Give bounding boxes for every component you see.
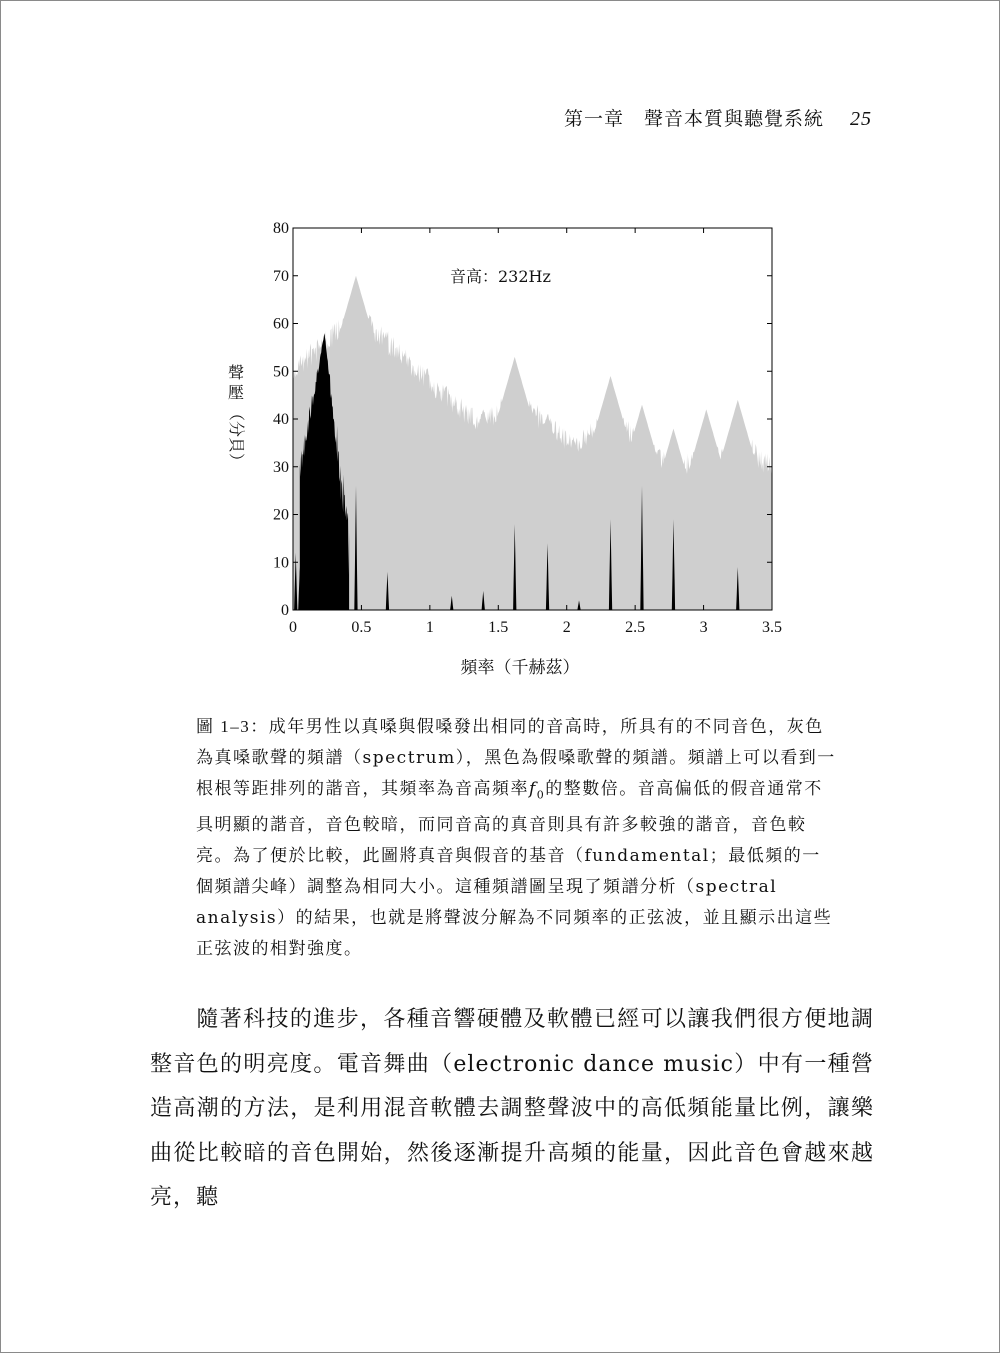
caption-text-part-2: 的整數倍。音高偏低的假音通常不具明顯的諧音，音色較暗，而同音高的真音則具有許多較強的諧音，音色較亮。為了便於比較，此圖將真音與假音的基音（fundamental；最低頻的一個頻譜尖峰）調整為相同大小。這種頻譜圖呈現了頻譜分析（spectral analysis）的結果，也就是將聲波分解為不同頻率的正弦波，並且顯示出這些正弦波的相對強度。 xyxy=(196,779,833,960)
f0-symbol xyxy=(529,779,546,802)
gray-spectrum xyxy=(293,276,772,610)
y-tick-label: 40 xyxy=(273,411,289,428)
gray-spectrum-area xyxy=(293,276,772,610)
f-subscript: 0 xyxy=(536,788,546,802)
pitch-annotation: 音高：232Hz xyxy=(450,267,551,286)
body-paragraph xyxy=(150,998,874,1221)
figure-caption xyxy=(196,711,836,965)
body-paragraph-text: 隨著科技的進步，各種音響硬體及軟體已經可以讓我們很方便地調整音色的明亮度。電音舞曲（electronic dance music）中有一種營造高潮的方法，是利用混音軟體去調整聲波中的高低頻能量比例，讓樂曲從比較暗的音色開始，然後逐漸提升高頻的能量，因此音色會越來越亮，聽 xyxy=(150,1007,874,1210)
y-axis-label-line-3: （分貝） xyxy=(227,405,246,470)
spectrum-chart xyxy=(0,210,1000,690)
y-tick-label: 30 xyxy=(273,458,289,476)
y-tick-label: 70 xyxy=(273,267,289,285)
x-tick-label: 1 xyxy=(425,619,434,636)
y-tick-labels xyxy=(273,220,289,619)
x-tick-label: 0 xyxy=(289,619,297,636)
caption-prefix: 圖 1–3： xyxy=(196,717,269,736)
y-tick-label: 50 xyxy=(273,363,289,381)
spectrum-figure xyxy=(0,210,1000,690)
x-axis-label: 頻率（千赫茲） xyxy=(460,658,580,678)
f-symbol: f xyxy=(529,779,537,799)
y-axis-label-line-2: 壓 xyxy=(227,383,245,402)
x-tick-label: 3 xyxy=(699,619,708,636)
x-tick-label: 1.5 xyxy=(488,619,509,636)
x-tick-label: 2.5 xyxy=(625,619,646,636)
x-tick-label: 0.5 xyxy=(351,619,372,636)
page-number: 25 xyxy=(850,108,872,130)
y-tick-label: 60 xyxy=(273,315,289,333)
x-tick-labels xyxy=(289,619,782,636)
y-tick-label: 10 xyxy=(273,554,289,572)
y-tick-label: 20 xyxy=(273,506,289,524)
running-head xyxy=(564,104,872,131)
x-tick-label: 3.5 xyxy=(762,619,782,636)
chapter-title: 第一章 聲音本質與聽覺系統 xyxy=(563,108,824,130)
y-tick-label: 80 xyxy=(273,220,289,237)
x-tick-label: 2 xyxy=(562,619,571,636)
caption-text-part-1: 成年男性以真嗓與假嗓發出相同的音高時，所具有的不同音色，灰色為真嗓歌聲的頻譜（spectrum），黑色為假嗓歌聲的頻譜。頻譜上可以看到一根根等距排列的諧音，其頻率為音高頻率 xyxy=(196,717,836,799)
y-axis-label-line-1: 聲 xyxy=(227,363,245,382)
y-tick-label: 0 xyxy=(281,602,289,619)
